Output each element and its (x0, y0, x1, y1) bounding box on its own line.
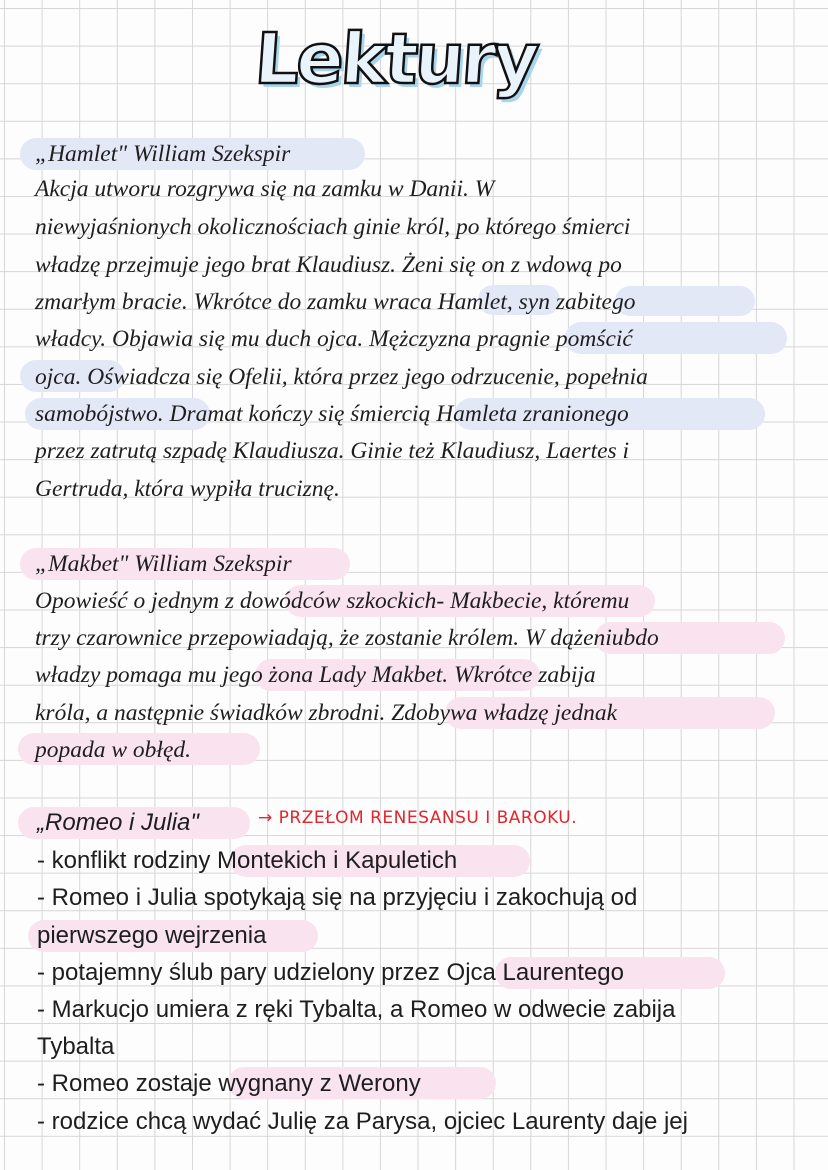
romeo-line: - Romeo zostaje wygnany z Werony (37, 1070, 421, 1097)
hamlet-line: władzę przejmuje jego brat Klaudiusz. Żeni się on z wdową po (35, 252, 622, 278)
romeo-line: - Romeo i Julia spotykają się na przyjęciu i zakochują od (37, 884, 638, 911)
hamlet-heading: „Hamlet" William Szekspir (35, 141, 291, 167)
romeo-line: - konflikt rodziny Montekich i Kapuletich (37, 847, 458, 874)
makbet-line: króla, a następnie świadków zbrodni. Zdobywa władzę jednak (35, 700, 618, 726)
makbet-line: trzy czarownice przepowiadają, że zostanie królem. W dążeniubdo (35, 625, 659, 651)
romeo-line: - potajemny ślub pary udzielony przez Ojca Laurentego (37, 959, 624, 986)
makbet-heading: „Makbet" William Szekspir (35, 551, 292, 577)
romeo-line: - rodzice chcą wydać Julię za Parysa, ojciec Laurenty daje jej (37, 1108, 688, 1135)
highlight-yng (615, 286, 755, 316)
era-note: → PRZEŁOM RENESANSU I BAROKU. (258, 808, 578, 828)
hamlet-line: przez zatrutą szpadę Klaudiusza. Ginie też Klaudiusz, Laertes i (35, 438, 630, 464)
romeo-heading: „Romeo i Julia" (37, 809, 199, 836)
hamlet-line: samobójstwo. Dramat kończy się śmiercią Hamleta zranionego (35, 401, 629, 427)
romeo-line: Tybalta (37, 1033, 115, 1060)
hamlet-line: niewyjaśnionych okolicznościach ginie król, po którego śmierci (35, 214, 631, 240)
makbet-line: Opowieść o jednym z dowódców szkockich- Makbecie, któremu (35, 588, 630, 614)
romeo-line: - Markucjo umiera z ręki Tybalta, a Romeo w odwecie zabija (37, 996, 676, 1023)
makbet-line: popada w obłęd. (35, 737, 192, 763)
hamlet-line: Akcja utworu rozgrywa się na zamku w Danii. W (35, 176, 495, 202)
romeo-line: pierwszego wejrzenia (37, 922, 267, 949)
page-title: Lektury (252, 18, 539, 100)
makbet-line: władzy pomaga mu jego żona Lady Makbet. Wkrótce zabija (35, 662, 596, 688)
hamlet-line: władcy. Objawia się mu duch ojca. Mężczyzna pragnie pomścić (35, 326, 633, 352)
hamlet-line: Gertruda, która wypiła truciznę. (35, 476, 340, 502)
hamlet-line: ojca. Oświadcza się Ofelii, która przez jego odrzucenie, popełnia (35, 364, 648, 390)
hamlet-line: zmarłym bracie. Wkrótce do zamku wraca Hamlet, syn zabitego (35, 289, 636, 315)
